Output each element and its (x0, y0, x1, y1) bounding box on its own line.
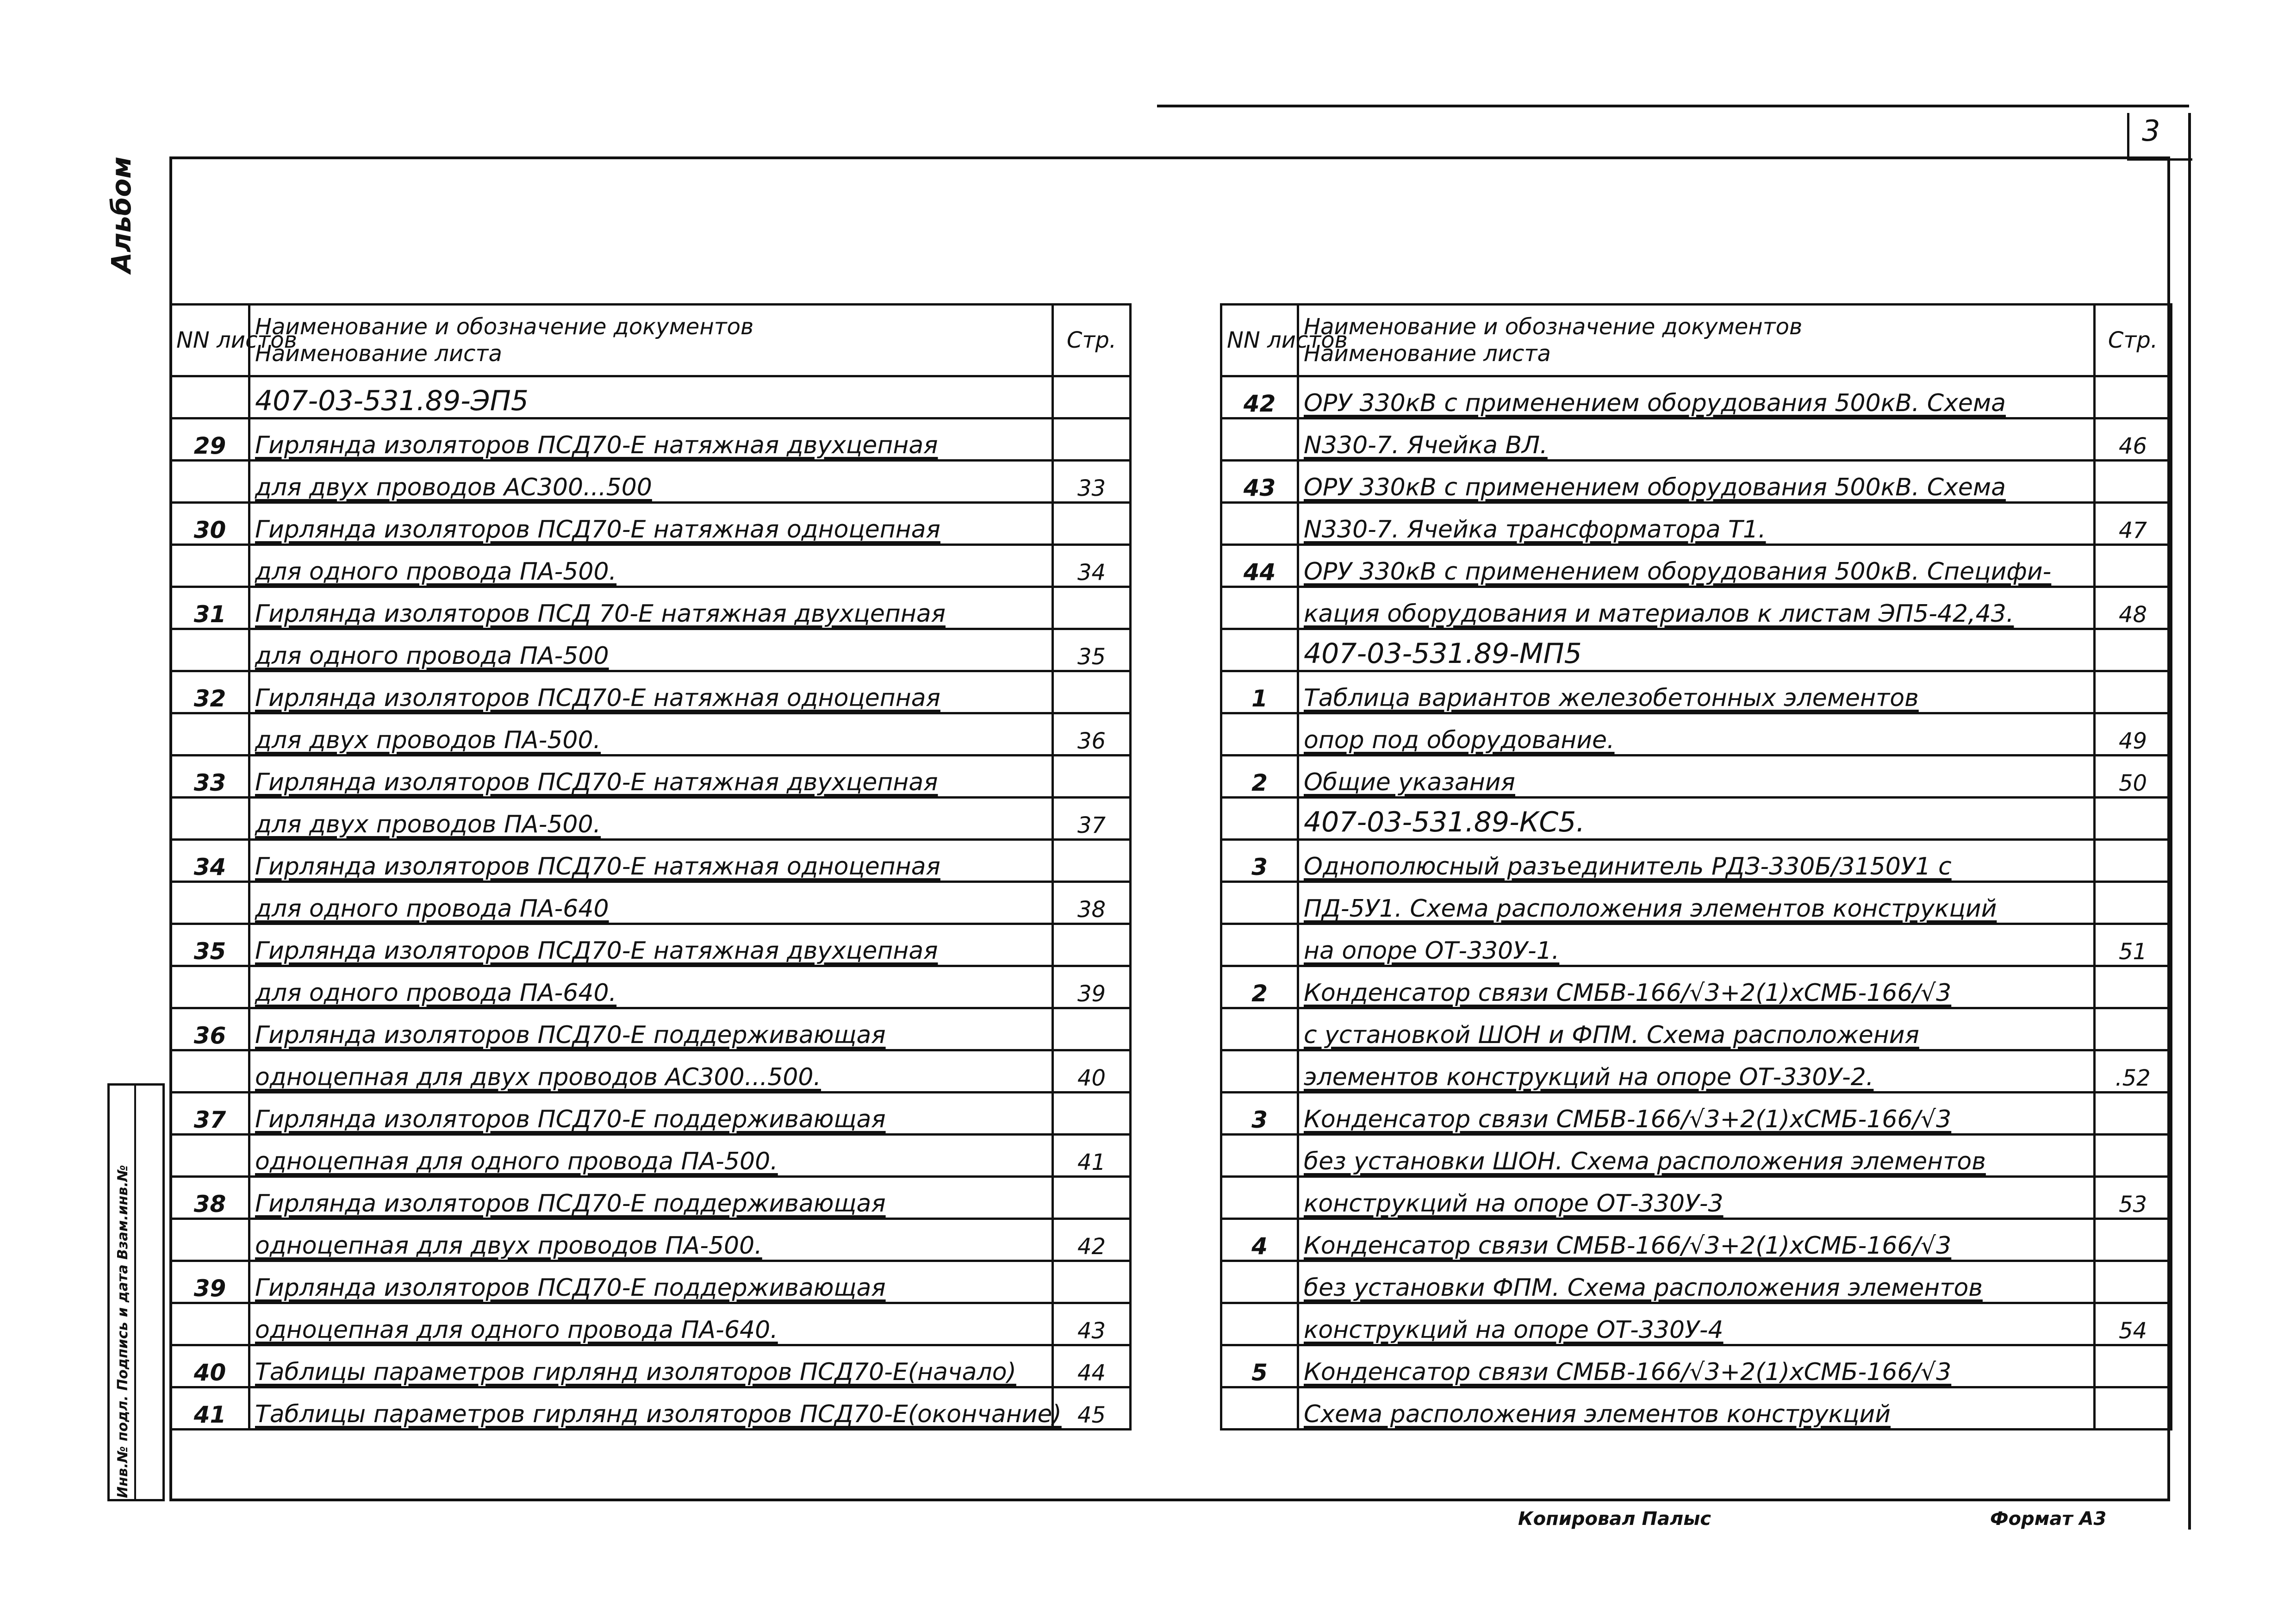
table-row (1221, 376, 2172, 418)
row-title (1298, 840, 2095, 882)
row-title-text: Конденсатор связи СМБВ-166/√3+2(1)хСМБ-166/√3 (1304, 1358, 1952, 1386)
row-title (1298, 1135, 2095, 1177)
album-label: Альбом (106, 156, 137, 273)
row-num (171, 1135, 249, 1177)
row-num (1221, 503, 1298, 545)
row-title (249, 966, 1053, 1008)
row-num (1221, 1177, 1298, 1219)
table-row (1221, 882, 2172, 924)
row-title-text: Конденсатор связи СМБВ-166/√3+2(1)хСМБ-166/√3 (1304, 979, 1952, 1007)
row-title-text: ОРУ 330кВ с применением оборудования 500кВ. Схема (1304, 474, 2006, 501)
table-row (1221, 1303, 2172, 1345)
row-num (171, 376, 249, 418)
row-num (171, 1219, 249, 1261)
row-page: 49 (2095, 713, 2172, 756)
row-title-text: одноцепная для одного провода ПА-640. (255, 1316, 778, 1344)
table-row (171, 756, 1131, 798)
row-title-text: ПД-5У1. Схема расположения элементов конструкций (1304, 895, 1997, 923)
row-num: 2 (1221, 756, 1298, 798)
row-page: 50 (2095, 756, 2172, 798)
header-name (249, 305, 1053, 376)
row-page: 44 (1053, 1345, 1131, 1387)
right-table-header (1221, 305, 2172, 376)
row-num: 44 (1221, 545, 1298, 587)
row-num: 1 (1221, 671, 1298, 713)
table-row (1221, 1177, 2172, 1219)
table-row (171, 376, 1131, 418)
header-num: NN листов (171, 305, 249, 376)
row-page (2095, 671, 2172, 713)
row-title-text: Таблицы параметров гирлянд изоляторов ПСД70-Е(окончание) (255, 1400, 1062, 1428)
table-row (1221, 1219, 2172, 1261)
row-title-text: ОРУ 330кВ с применением оборудования 500кВ. Схема (1304, 389, 2006, 417)
table-row (1221, 587, 2172, 629)
row-page: 45 (1053, 1387, 1131, 1430)
table-row (171, 1177, 1131, 1219)
row-num (171, 1303, 249, 1345)
table-row (171, 418, 1131, 461)
row-num: 38 (171, 1177, 249, 1219)
row-page (1053, 671, 1131, 713)
table-row (1221, 1261, 2172, 1303)
row-page: 37 (1053, 798, 1131, 840)
row-title (249, 418, 1053, 461)
table-row (1221, 840, 2172, 882)
row-title (1298, 545, 2095, 587)
row-title-text: конструкций на опоре ОТ-330У-4 (1304, 1316, 1724, 1344)
row-page (2095, 1135, 2172, 1177)
table-row (171, 924, 1131, 966)
row-title (249, 1303, 1053, 1345)
row-title-text: на опоре ОТ-330У-1. (1304, 937, 1560, 965)
document-code-text: 407-03-531.89-МП5 (1304, 637, 1582, 670)
header-name-line1: Наименование и обозначение документов (1304, 314, 1803, 340)
row-page: 51 (2095, 924, 2172, 966)
row-title (1298, 882, 2095, 924)
row-title-text: для одного провода ПА-640 (255, 895, 609, 923)
row-title (1298, 1387, 2095, 1430)
row-title-text: опор под оборудование. (1304, 726, 1615, 754)
table-row (171, 798, 1131, 840)
row-title (1298, 376, 2095, 418)
table-row (171, 840, 1131, 882)
row-title (1298, 418, 2095, 461)
table-row (1221, 966, 2172, 1008)
table-row (1221, 1387, 2172, 1430)
row-title-text: ОРУ 330кВ с применением оборудования 500кВ. Специфи- (1304, 558, 2052, 586)
row-title (249, 461, 1053, 503)
row-page (2095, 629, 2172, 671)
stamp-divider (134, 1083, 136, 1501)
row-page: 42 (1053, 1219, 1131, 1261)
row-title-text: для двух проводов ПА-500. (255, 811, 601, 838)
right-edge-rule (2188, 113, 2191, 1530)
row-title (249, 545, 1053, 587)
row-title-text: Схема расположения элементов конструкций (1304, 1400, 1891, 1428)
document-code (249, 376, 1053, 418)
row-title-text: без установки ФПМ. Схема расположения элементов (1304, 1274, 1983, 1302)
row-title (249, 1177, 1053, 1219)
table-row (171, 1050, 1131, 1093)
row-title (249, 503, 1053, 545)
row-page (1053, 376, 1131, 418)
row-title (1298, 1345, 2095, 1387)
table-row (1221, 1345, 2172, 1387)
table-row (171, 1387, 1131, 1430)
row-title (249, 1135, 1053, 1177)
row-num: 37 (171, 1093, 249, 1135)
row-num: 32 (171, 671, 249, 713)
row-title (249, 1261, 1053, 1303)
row-num (171, 966, 249, 1008)
row-page (2095, 1219, 2172, 1261)
row-page (2095, 882, 2172, 924)
table-row (171, 545, 1131, 587)
row-page: 43 (1053, 1303, 1131, 1345)
row-title-text: с установкой ШОН и ФПМ. Схема расположения (1304, 1021, 1919, 1049)
row-title-text: N330-7. Ячейка ВЛ. (1304, 431, 1548, 459)
row-page: 41 (1053, 1135, 1131, 1177)
row-title-text: без установки ШОН. Схема расположения элементов (1304, 1148, 1986, 1175)
table-row (171, 629, 1131, 671)
row-page (2095, 966, 2172, 1008)
row-num (1221, 1303, 1298, 1345)
document-code-text: 407-03-531.89-КС5. (1304, 806, 1585, 838)
row-page: .52 (2095, 1050, 2172, 1093)
row-title-text: одноцепная для двух проводов ПА-500. (255, 1232, 762, 1260)
row-title-text: Гирлянда изоляторов ПСД70-Е поддерживающая (255, 1190, 886, 1218)
row-title-text: Гирлянда изоляторов ПСД70-Е натяжная двухцепная (255, 768, 938, 796)
row-num (1221, 1261, 1298, 1303)
row-title (1298, 671, 2095, 713)
row-num (1221, 1050, 1298, 1093)
row-page (1053, 1093, 1131, 1135)
row-title (249, 1219, 1053, 1261)
table-row (171, 503, 1131, 545)
row-title (249, 1345, 1053, 1387)
row-page: 53 (2095, 1177, 2172, 1219)
header-name-line1: Наименование и обозначение документов (255, 314, 754, 340)
document-code (1298, 629, 2095, 671)
row-title-text: для одного провода ПА-640. (255, 979, 617, 1007)
row-page (1053, 756, 1131, 798)
row-num (171, 1050, 249, 1093)
row-num (1221, 629, 1298, 671)
table-row (1221, 798, 2172, 840)
row-num (171, 629, 249, 671)
table-row (171, 1261, 1131, 1303)
row-title (1298, 1219, 2095, 1261)
row-num: 30 (171, 503, 249, 545)
row-title (1298, 503, 2095, 545)
row-title-text: Таблицы параметров гирлянд изоляторов ПСД70-Е(начало) (255, 1358, 1016, 1386)
table-row (171, 966, 1131, 1008)
row-page (2095, 545, 2172, 587)
row-title (249, 1093, 1053, 1135)
row-title-text: Конденсатор связи СМБВ-166/√3+2(1)хСМБ-166/√3 (1304, 1106, 1952, 1133)
row-page (2095, 376, 2172, 418)
row-page (2095, 461, 2172, 503)
row-page: 35 (1053, 629, 1131, 671)
row-title-text: Гирлянда изоляторов ПСД70-Е поддерживающая (255, 1106, 886, 1133)
row-num: 3 (1221, 1093, 1298, 1135)
row-page (1053, 924, 1131, 966)
row-page (1053, 1261, 1131, 1303)
sheet-number: 3 (2142, 114, 2160, 148)
row-page (1053, 503, 1131, 545)
row-title (1298, 1177, 2095, 1219)
table-row (1221, 629, 2172, 671)
row-title (1298, 587, 2095, 629)
row-title-text: Гирлянда изоляторов ПСД70-Е натяжная одноцепная (255, 684, 940, 712)
header-num: NN листов (1221, 305, 1298, 376)
header-name-line2: Наименование листа (255, 341, 502, 367)
row-page (2095, 840, 2172, 882)
row-title (1298, 924, 2095, 966)
row-num: 39 (171, 1261, 249, 1303)
row-page (2095, 1345, 2172, 1387)
row-num: 36 (171, 1008, 249, 1050)
row-title-text: для двух проводов ПА-500. (255, 726, 601, 754)
table-row (1221, 503, 2172, 545)
row-title-text: Гирлянда изоляторов ПСД70-Е натяжная одноцепная (255, 853, 940, 881)
table-row (1221, 1008, 2172, 1050)
table-row (1221, 924, 2172, 966)
row-num (1221, 1135, 1298, 1177)
table-row (171, 1345, 1131, 1387)
row-title-text: Гирлянда изоляторов ПСД70-Е натяжная двухцепная (255, 937, 938, 965)
table-row (171, 671, 1131, 713)
row-title-text: для одного провода ПА-500 (255, 642, 609, 670)
table-row (1221, 713, 2172, 756)
row-title (249, 1387, 1062, 1430)
row-page (1053, 418, 1131, 461)
table-row (1221, 671, 2172, 713)
row-title-text: Гирлянда изоляторов ПСД70-Е поддерживающая (255, 1021, 886, 1049)
row-title-text: Конденсатор связи СМБВ-166/√3+2(1)хСМБ-166/√3 (1304, 1232, 1952, 1260)
row-title (249, 882, 1053, 924)
row-num (171, 713, 249, 756)
row-page: 33 (1053, 461, 1131, 503)
row-page (2095, 1261, 2172, 1303)
top-rule (1157, 105, 2189, 107)
row-page (1053, 1008, 1131, 1050)
row-page (1053, 840, 1131, 882)
table-row (1221, 418, 2172, 461)
row-title-text: одноцепная для одного провода ПА-500. (255, 1148, 778, 1175)
row-title (249, 1050, 1053, 1093)
row-title (1298, 1008, 2095, 1050)
row-num: 4 (1221, 1219, 1298, 1261)
row-title (249, 840, 1053, 882)
format-label: Формат А3 (1990, 1508, 2107, 1530)
table-row (171, 1008, 1131, 1050)
row-page: 54 (2095, 1303, 2172, 1345)
row-page (2095, 1093, 2172, 1135)
row-title-text: Гирлянда изоляторов ПСД70-Е поддерживающая (255, 1274, 886, 1302)
row-title (1298, 756, 2095, 798)
row-title-text: конструкций на опоре ОТ-330У-3 (1304, 1190, 1724, 1218)
row-page: 39 (1053, 966, 1131, 1008)
row-page: 34 (1053, 545, 1131, 587)
row-page (1053, 1177, 1131, 1219)
row-title (249, 671, 1053, 713)
table-row (171, 1093, 1131, 1135)
table-row (171, 587, 1131, 629)
left-index-table (169, 303, 1132, 1430)
row-num: 35 (171, 924, 249, 966)
row-title-text: Гирлянда изоляторов ПСД 70-Е натяжная двухцепная (255, 600, 946, 628)
row-num (1221, 882, 1298, 924)
table-row (171, 1219, 1131, 1261)
row-num (1221, 418, 1298, 461)
row-title (249, 756, 1053, 798)
row-num (1221, 713, 1298, 756)
row-num (171, 461, 249, 503)
row-title-text: Гирлянда изоляторов ПСД70-Е натяжная одноцепная (255, 516, 940, 543)
row-page: 47 (2095, 503, 2172, 545)
row-num: 34 (171, 840, 249, 882)
row-title (249, 1008, 1053, 1050)
row-page (1053, 587, 1131, 629)
header-page: Стр. (2095, 305, 2172, 376)
row-page: 46 (2095, 418, 2172, 461)
table-row (1221, 1135, 2172, 1177)
row-num: 33 (171, 756, 249, 798)
header-page: Стр. (1053, 305, 1131, 376)
row-title (1298, 1303, 2095, 1345)
row-title (1298, 1050, 2095, 1093)
table-row (1221, 545, 2172, 587)
row-num: 29 (171, 418, 249, 461)
row-title-text: Гирлянда изоляторов ПСД70-Е натяжная двухцепная (255, 431, 938, 459)
row-num: 42 (1221, 376, 1298, 418)
table-row (1221, 756, 2172, 798)
row-num: 2 (1221, 966, 1298, 1008)
document-code-text: 407-03-531.89-ЭП5 (255, 385, 529, 417)
header-name-line2: Наименование листа (1304, 341, 1551, 367)
stamp-labels: Инв.№ подл. Подпись и дата Взам.инв.№ (115, 1165, 131, 1498)
row-title-text: одноцепная для двух проводов АС300...500. (255, 1063, 821, 1091)
row-title (249, 924, 1053, 966)
table-row (171, 461, 1131, 503)
row-title (1298, 966, 2095, 1008)
row-num (171, 882, 249, 924)
row-title (1298, 1093, 2095, 1135)
row-page: 48 (2095, 587, 2172, 629)
row-title (249, 587, 1053, 629)
row-title (249, 798, 1053, 840)
table-row (171, 713, 1131, 756)
row-num: 41 (171, 1387, 249, 1430)
table-row (171, 1135, 1131, 1177)
row-title-text: кация оборудования и материалов к листам ЭП5-42,43. (1304, 600, 2014, 628)
row-title (1298, 1261, 2095, 1303)
row-num (171, 545, 249, 587)
row-title-text: элементов конструкций на опоре ОТ-330У-2. (1304, 1063, 1874, 1091)
table-row (1221, 1093, 2172, 1135)
row-title-text: для двух проводов АС300...500 (255, 474, 652, 501)
table-row (1221, 461, 2172, 503)
document-code (1298, 798, 2095, 840)
table-row (171, 1303, 1131, 1345)
row-num: 3 (1221, 840, 1298, 882)
right-index-table (1220, 303, 2172, 1430)
row-page (2095, 1008, 2172, 1050)
row-title (1298, 461, 2095, 503)
row-title (1298, 713, 2095, 756)
row-num: 40 (171, 1345, 249, 1387)
row-num (171, 798, 249, 840)
row-num (1221, 587, 1298, 629)
table-row (1221, 1050, 2172, 1093)
row-title (249, 629, 1053, 671)
row-page (2095, 1387, 2172, 1430)
row-page: 40 (1053, 1050, 1131, 1093)
row-num: 43 (1221, 461, 1298, 503)
left-table-header (171, 305, 1131, 376)
row-title-text: N330-7. Ячейка трансформатора Т1. (1304, 516, 1766, 543)
row-page: 38 (1053, 882, 1131, 924)
row-num (1221, 924, 1298, 966)
row-title-text: Однополюсный разъединитель РДЗ-330Б/3150У1 с (1304, 853, 1952, 881)
table-row (171, 882, 1131, 924)
copied-by: Копировал Палыс (1518, 1508, 1711, 1530)
row-page: 36 (1053, 713, 1131, 756)
row-num: 5 (1221, 1345, 1298, 1387)
row-num (1221, 1387, 1298, 1430)
row-title-text: для одного провода ПА-500. (255, 558, 617, 586)
row-num: 31 (171, 587, 249, 629)
row-title-text: Таблица вариантов железобетонных элементов (1304, 684, 1919, 712)
row-num (1221, 798, 1298, 840)
row-page (2095, 798, 2172, 840)
row-num (1221, 1008, 1298, 1050)
row-title-text: Общие указания (1304, 768, 1515, 796)
header-name (1298, 305, 2095, 376)
row-title (249, 713, 1053, 756)
